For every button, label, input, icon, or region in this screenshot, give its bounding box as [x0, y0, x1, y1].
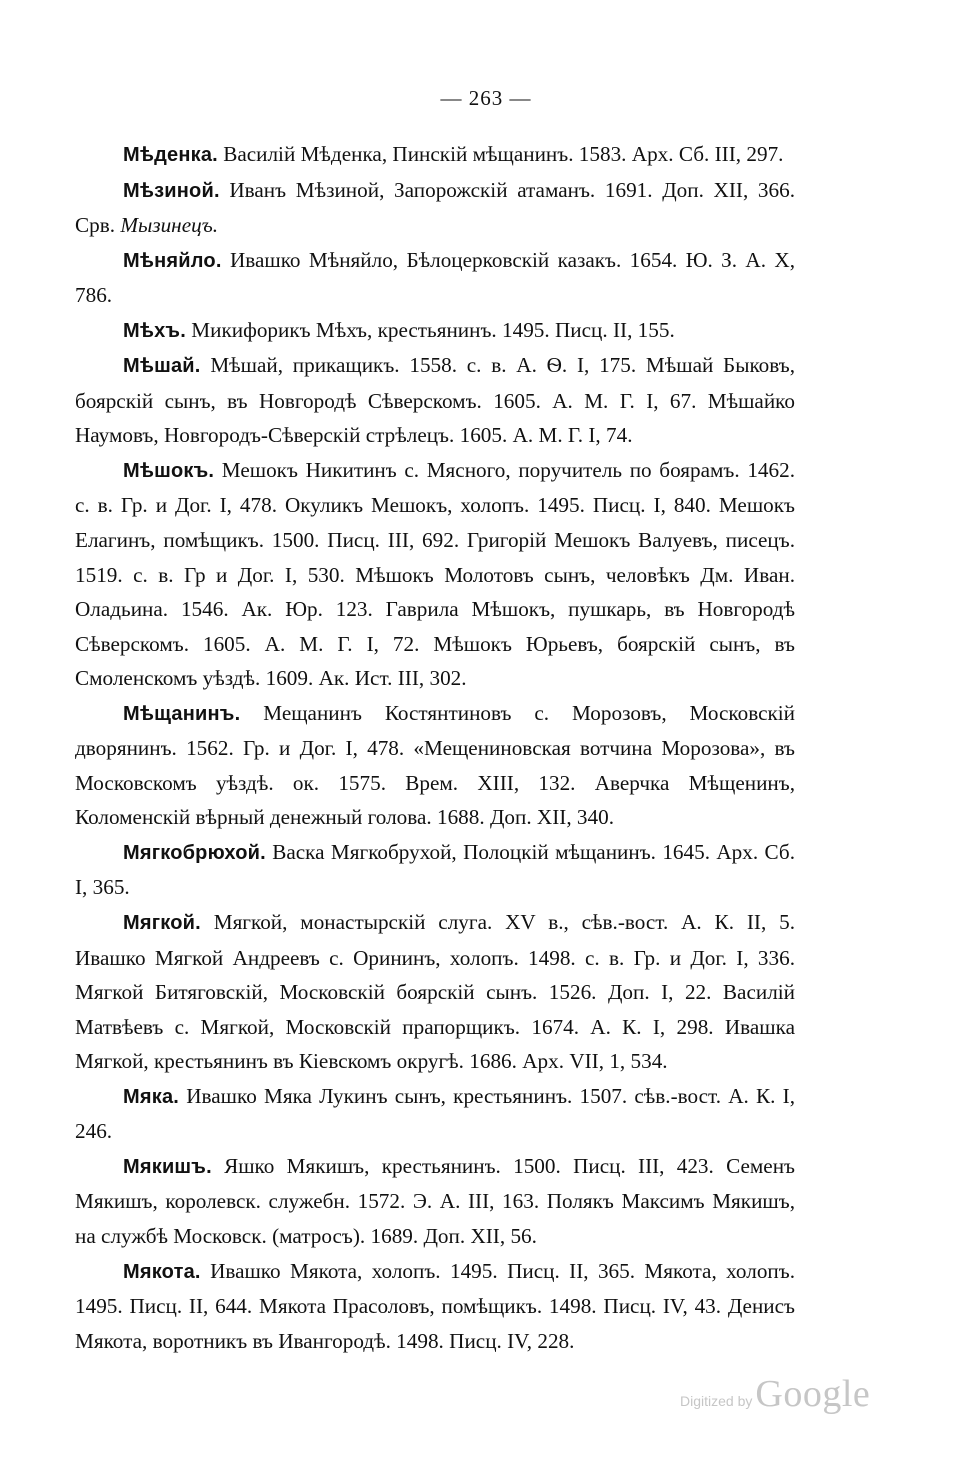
page-number: — 263 —: [440, 86, 532, 110]
entry-meshchanin: [75, 696, 795, 835]
entry-text: Ивашко Мѣняйло, Бѣлоцерковскiй казакъ. 1654. Ю. З. А. X, 786.: [75, 247, 795, 308]
entry-miaka: [75, 1079, 795, 1149]
entry-miagkobriukhoi: [75, 835, 795, 905]
entry-text: Мешокъ Никитинъ с. Мясного, поручитель по боярамъ. 1462. с. в. Гр. и Дог. I, 478. Окуликъ Мешокъ, холопъ. 1495. Писц. I, 840. Мешокъ Елагинъ, помѣщикъ. 1500. Писц. III, 692. Григорiй Мешокъ Валуевъ, писецъ. 1519. с. в. Гр и Дог. I, 530. Мѣшокъ Молотовъ сынъ, человѣкъ Дм. Иван. Оладьина. 1546. Ак. Юр. 123. Гаврила Мѣшокъ, пушкарь, въ Новгородѣ Сѣверскомъ. 1605. А. М. Г. I, 72. Мѣшокъ Юрьевъ, боярскiй сынъ, въ Смоленскомъ уѣздѣ. 1609. Ак. Ист. III, 302.: [75, 457, 795, 691]
entry-text: Мягкой, монастырскiй слуга. XV в., сѣв.-вост. А. К. II, 5. Ивашко Мягкой Андреевъ с. Орининъ, холопъ. 1498. с. в. Гр. и Дог. I, 336. Мягкой Битяговскiй, Московскiй боярскiй сынъ. 1526. Доп. I, 22. Василiй Матвѣевъ с. Мягкой, Московскiй прапорщикъ. 1674. А. К. I, 298. Ивашка Мягкой, крестьянинъ въ Кiевскомъ округѣ. 1686. Арх. VII, 1, 534.: [75, 910, 795, 1074]
entry-headword: Мѣденка.: [123, 144, 218, 166]
google-digitized-watermark: [680, 1372, 900, 1422]
entry-headword: Мякишъ.: [123, 1155, 212, 1178]
entry-text: Мѣшай, прикащикъ. 1558. с. в. А. Ѳ. I, 175. Мѣшай Быковъ, боярскiй сынъ, въ Новгородѣ Сѣверскомъ. 1605. А. М. Г. I, 67. Мѣшайко Наумовъ, Новгородъ-Сѣверскiй стрѣлецъ. 1605. А. М. Г. I, 74.: [75, 353, 795, 448]
entry-headword: Мяка.: [123, 1085, 180, 1108]
entry-text: Иванъ Мѣзиной, Запорожскiй атаманъ. 1691. Доп. XII, 366. Срв.: [75, 177, 795, 238]
entry-headword: Мягкобрюхой.: [123, 841, 266, 864]
entry-headword: Мѣзиной.: [123, 179, 220, 202]
entry-headword: Мякота.: [123, 1260, 201, 1283]
entry-mekh: [75, 313, 795, 349]
entry-text: Васка Мягкобрухой, Полоцкiй мѣщанинъ. 1645. Арх. Сб. I, 365.: [75, 839, 795, 900]
entry-miakota: [75, 1254, 795, 1359]
entry-text: Яшко Мякишъ, крестьянинъ. 1500. Писц. III, 423. Семенъ Мякишъ, королевск. служебн. 1572. Э. А. III, 163. Полякъ Максимъ Мякишъ, на службѣ Московск. (матросъ). 1689. Доп. XII, 56.: [75, 1153, 795, 1248]
entry-miakish: [75, 1149, 795, 1254]
entry-headword: Мѣняйло.: [123, 249, 222, 272]
watermark-prefix: Digitized by: [680, 1393, 753, 1409]
dictionary-entries: [75, 137, 795, 1358]
entry-headword: Мягкой.: [123, 912, 201, 935]
entry-headword: Мѣшай.: [123, 355, 201, 378]
entry-miagkoi: [75, 905, 795, 1079]
entry-mezinoi: [75, 173, 795, 243]
entry-meshai: [75, 348, 795, 453]
entry-headword: Мѣхъ.: [123, 319, 186, 342]
entry-text: Василiй Мѣденка, Пинскiй мѣщанинъ. 1583. Арх. Сб. III, 297.: [217, 142, 784, 166]
entry-headword: Мѣшокъ.: [123, 459, 215, 482]
entry-text: Мещанинъ Костянтиновъ с. Морозовъ, Московскiй дворянинъ. 1562. Гр. и Дог. I, 478. «Мещениновская вотчина Морозова», въ Московскомъ уѣздѣ. ок. 1575. Врем. XIII, 132. Аверчка Мѣщенинъ, Коломенскiй вѣрный денежный голова. 1688. Доп. XII, 340.: [75, 700, 795, 830]
entry-cross-reference: Мызинецъ.: [120, 213, 218, 238]
entry-text: Микифорикъ Мѣхъ, крестьянинъ. 1495. Писц. II, 155.: [185, 317, 675, 342]
entry-text: Ивашко Мякота, холопъ. 1495. Писц. II, 365. Мякота, холопъ. 1495. Писц. II, 644. Мякота Прасоловъ, помѣщикъ. 1498. Писц. IV, 43. Денисъ Мякота, воротникъ въ Ивангородѣ. 1498. Писц. IV, 228.: [75, 1258, 795, 1353]
google-logo: Google: [755, 1373, 871, 1415]
entry-medenka: [75, 137, 795, 173]
entry-headword: Мѣщанинъ.: [123, 702, 241, 725]
entry-meniailo: [75, 243, 795, 313]
entry-meshok: [75, 453, 795, 696]
entry-text: Ивашко Мяка Лукинъ сынъ, крестьянинъ. 1507. сѣв.-вост. А. К. I, 246.: [75, 1083, 795, 1144]
